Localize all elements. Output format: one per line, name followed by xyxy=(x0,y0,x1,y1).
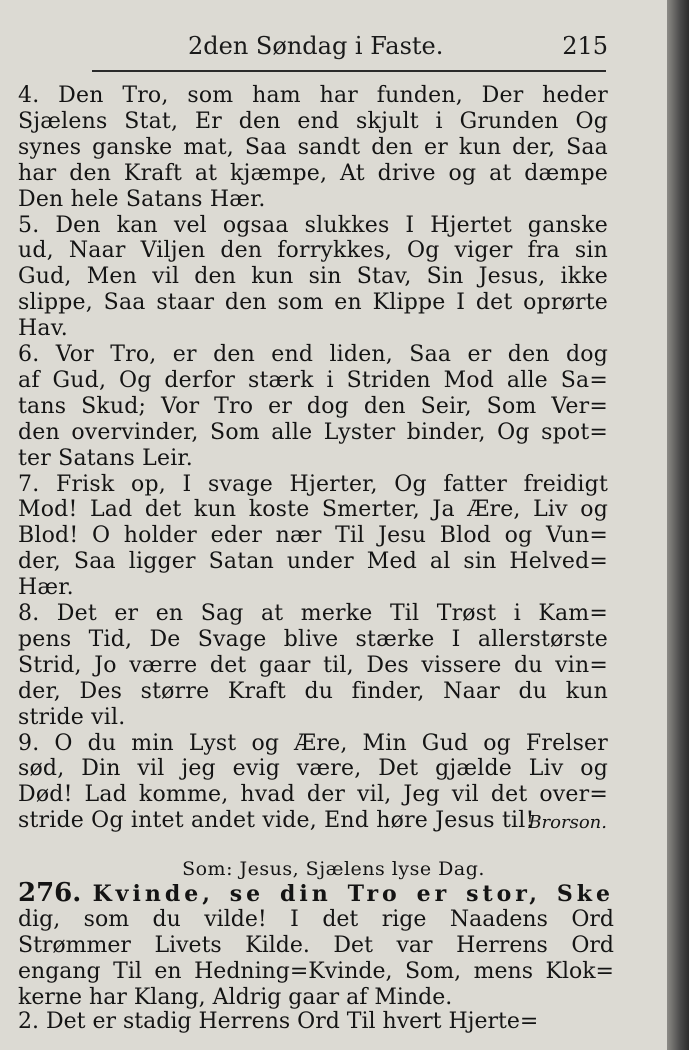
verse-line: pens Tid, De Svage blive stærke I allerstørste xyxy=(18,626,608,652)
verse-line: 9. O du min Lyst og Ære, Min Gud og Frelser xyxy=(18,730,608,756)
verse-line: sød, Din vil jeg evig være, Det gjælde Liv og xyxy=(18,756,608,782)
verse-line: Gud, Men vil den kun sin Stav, Sin Jesus, ikke xyxy=(18,264,608,290)
verse-line: 7. Frisk op, I svage Hjerter, Og fatter freidigt xyxy=(18,471,608,497)
verse-line: Sjælens Stat, Er den end skjult i Grunden Og xyxy=(18,108,608,134)
hymn-276-line-5: kerne har Klang, Aldrig gaar af Minde. xyxy=(18,985,453,1010)
verse-line: Strid, Jo værre det gaar til, Des vissere du vin= xyxy=(18,652,608,678)
page-number: 215 xyxy=(562,32,608,60)
verse-line: tans Skud; Vor Tro er dog den Seir, Som Ver= xyxy=(18,393,608,419)
page-title: 2den Søndag i Faste. xyxy=(188,32,444,60)
verse-line: Hav. xyxy=(18,316,68,342)
hymn-276-line-6: 2. Det er stadig Herrens Ord Til hvert Hjerte= xyxy=(18,1009,539,1034)
verse-line: har den Kraft at kjæmpe, At drive og at dæmpe xyxy=(18,160,608,186)
verse-line: Den hele Satans Hær. xyxy=(18,186,266,212)
author-attribution: Brorson. xyxy=(528,812,607,833)
hymn-276-line-4: engang Til en Hedning=Kvinde, Som, mens Klok= xyxy=(18,959,614,984)
verse-line: stride Og intet andet vide, End høre Jesus til! xyxy=(18,808,535,834)
verse-line: Mod! Lad det kun koste Smerter, Ja Ære, Liv og xyxy=(18,497,608,523)
verse-line: ud, Naar Viljen den forrykkes, Og viger fra sin xyxy=(18,238,608,264)
verse-line: Død! Lad komme, hvad der vil, Jeg vil det over= xyxy=(18,782,608,808)
verse-line: 8. Det er en Sag at merke Til Trøst i Kam= xyxy=(18,601,608,626)
hymn-first-words: Kvinde, se din Tro er stor, Ske xyxy=(92,881,614,907)
hymn-276-line-1 xyxy=(18,880,614,907)
verse-line: 5. Den kan vel ogsaa slukkes I Hjertet ganske xyxy=(18,212,608,238)
header-rule xyxy=(92,70,606,72)
running-head xyxy=(18,30,608,64)
verse-line: der, Saa ligger Satan under Med al sin Helved= xyxy=(18,549,608,575)
verse-line: slippe, Saa staar den som en Klippe I det oprørte xyxy=(18,290,608,316)
melody-indication: Som: Jesus, Sjælens lyse Dag. xyxy=(182,858,485,880)
hymn-number: 276. xyxy=(18,878,82,908)
hymn-276-line-2: dig, som du vilde! I det rige Naadens Ord xyxy=(18,907,614,932)
verse-line: den overvinder, Som alle Lyster binder, Og spot= xyxy=(18,419,608,445)
verse-line: 6. Vor Tro, er den end liden, Saa er den dog xyxy=(18,342,608,367)
verse-line: 4. Den Tro, som ham har funden, Der heder xyxy=(18,83,608,108)
verse-line: af Gud, Og derfor stærk i Striden Mod alle Sa= xyxy=(18,367,608,393)
hymn-276-line-3: Strømmer Livets Kilde. Det var Herrens Ord xyxy=(18,933,614,958)
verse-line: Blod! O holder eder nær Til Jesu Blod og Vun= xyxy=(18,523,608,549)
verse-line: Hær. xyxy=(18,575,74,601)
verse-line: stride vil. xyxy=(18,704,126,730)
verse-line: ter Satans Leir. xyxy=(18,445,193,471)
verse-line: synes ganske mat, Saa sandt den er kun der, Saa xyxy=(18,134,608,160)
book-spine-edge xyxy=(667,0,689,1050)
verse-line: der, Des større Kraft du finder, Naar du kun xyxy=(18,678,608,704)
